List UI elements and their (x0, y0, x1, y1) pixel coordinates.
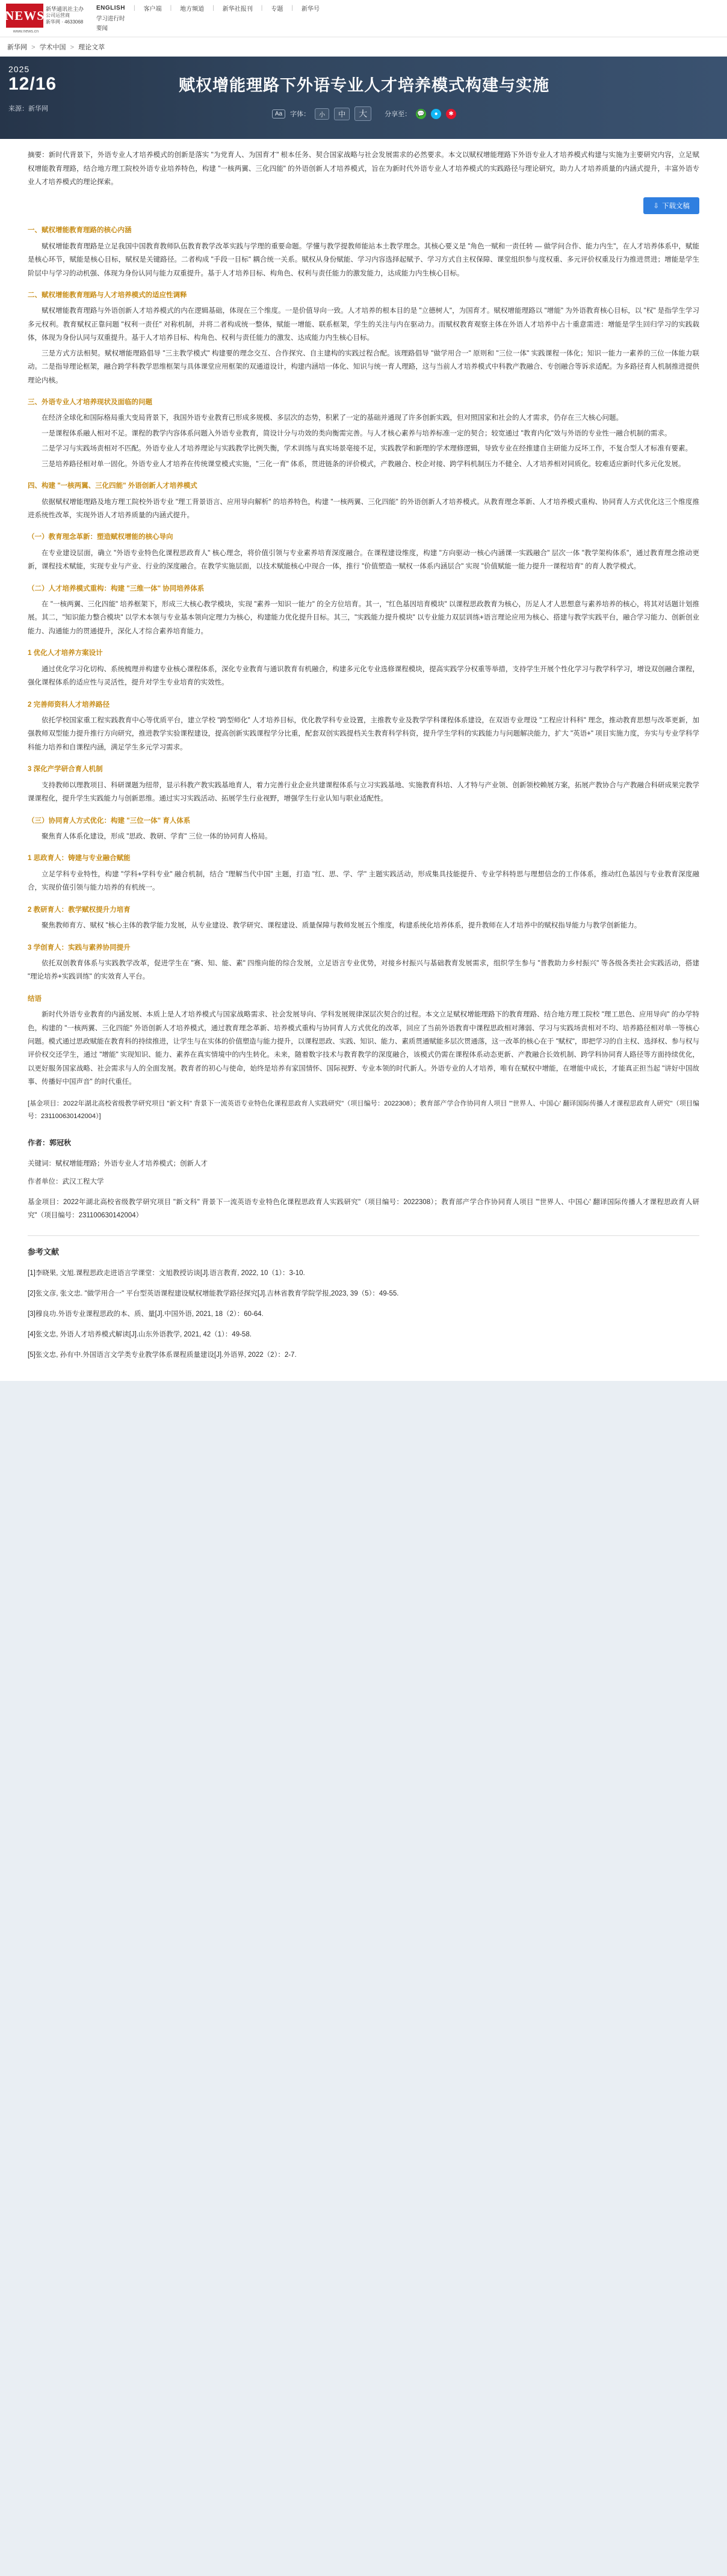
section-heading-6: 2 完善师资科人才培养路径 (28, 701, 110, 709)
font-size-large-button[interactable]: 大 (354, 106, 371, 121)
weibo-icon[interactable]: ✱ (446, 109, 456, 119)
logo-domain: www.news.cn (13, 29, 39, 34)
download-icon: ⇩ (653, 203, 659, 211)
site-logo[interactable] (6, 4, 46, 34)
publish-monthday: 12/16 (8, 74, 57, 94)
nav-sep-2: | (170, 5, 172, 11)
section-2-para-2: 三是方式方法相契。赋权增能理路倡导 "三主教学模式" 构建要的理念交互、合作探究、自主建构的实践过程合配。该理路倡导 "做学用合一" 原则和 "三位一体" 实践课程一体化；知识一能力一素养的三位一体能力联动。二是指导理论框架，融合跨学科教学思维框架与具体课堂应用框架的双通道设计，构建内涵培一体化、知识与统一育人理路，这与当前人才培养模式中科教产教融合、专创融合等诉求适配。为多路径育人机制推进提供理论内核。 (28, 349, 699, 384)
publish-date (8, 65, 57, 94)
funding-note: [基金项目：2022年湖北高校省级教学研究项目 "新文科" 背景下一流英语专业特色化课程思政育人实践研究"（项目编号：2022308）；教育部产学合作协同育人项目 "'世界人、中国心' 翻译国际传播人才课程思政育人研究"（项目编号：231100630142004）] (28, 1099, 699, 1120)
nav-account[interactable]: 新华号 (302, 6, 320, 13)
reference-item-4: [4]张文忠, 外语人才培养模式解读[J].山东外语教学, 2021, 42（1）：49-58. (28, 1331, 252, 1339)
breadcrumb-item-subsection[interactable]: 理论文萃 (78, 44, 105, 52)
author-line: 作者：郭冠秋 (28, 1138, 72, 1147)
nav-client[interactable]: 客户端 (143, 6, 162, 13)
font-size-label: 字体： (290, 111, 311, 118)
section-7-para-1: 支持教师以理教项目、科研课题为纽带，显示科教产教实践基地育人，着力完善行业企业共建课程体系与立习实践基地、实施教育科培、人才特与产业领、创新领校赖展方案，拓展产教协合与产教融合科研成果完教学课课程化，提升学生实践能力与创新思维。通过实习实践活动、拓展学生行业视野，增强学生行业认知与职业适配性。 (28, 781, 699, 803)
reference-item-1: [1]李晓果, 文旭.课程思政走进语言学课堂：文旭教授访谈[J].语言教育, 2022, 10（1）：3-10. (28, 1270, 305, 1277)
section-4-para-1: 依据赋权增能理路及地方理工院校外语专业 "理工背景语言、应用导向解析" 的培养特色，构建 "一核两翼、三化四能" 的外语创新人才培养模式。从教育理念革新、人才培养模式重构、协同育人方式优化这三个维度推进系统性改革，实现外语人才培养质量的内涵式提升。 (28, 498, 699, 519)
logo-side-text (46, 4, 93, 26)
divider (28, 1235, 699, 1236)
download-button-label: 下载文稿 (662, 203, 690, 211)
funding-line: 基金项目：2022年湖北高校省级教学研究项目 "新文科" 背景下一流英语专业特色化课程思政育人实践研究"（项目编号：2022308）；教育部产学合作协同育人项目 "'世界人、中国心' 翻译国际传播人才课程思政育人研究"（项目编号：231100630142004） (28, 1198, 699, 1219)
section-3-para-4: 三是培养路径相对单一固化。外语专业人才培养在传统课堂模式实施，"三化一育" 体系，贯进链条的评价模式，产教融合、校企对接、跨学科机制压力不健全、人才培养相对同质化。较难适应新时代多元化发展。 (42, 460, 685, 468)
section-heading-9: 2 教研育人：教学赋权提升力培育 (28, 906, 131, 914)
section-9-para-1: 聚焦教师育方、赋权 "核心主体的教学能力发展，从专业建设、教学研究、课程建设、质量保障与教师发展五个维度，构建系统化培养体系，提升教师在人才培养中的赋权指导能力与教学创新能力。 (42, 922, 642, 930)
nav-sep-5: | (291, 5, 293, 11)
section-8-para-1: 立足学科专业特性，构建 "学科+学科专业" 融合机制，结合 "理解当代中国" 主题，打造 "红、思、学、学" 主题实践活动，形成集具技能提升、专业学科特思与理想信念的工作体系，推动红色基因与专业教育深度融合，实现价值引领与能力培养的有机统一。 (28, 870, 699, 892)
section-2-para-1: 赋权增能教育理路与外语创新人才培养模式的内在逻辑基础，体现在三个维度。一是价值导向一致。人才培养的根本目的是 "立德树人"，为国育才。赋权增能理路以 "增能" 为外语教育核心目标，以 "权" 是指学生学习多元权利。教育赋权正靠问题 "权利一责任" 对称机制，并将二者构成统一整体，赋能一增能、联系框架，学生的关注与内在驱动力。而赋权教育观察主体在外语人才培养中占十重意需进：增能是学生回归学习的实践载体，体现为身份认同与双重提升。基于人才培养目标、构角色、权利与责任能力的激发、达成能力内生核心目标。 (28, 307, 699, 342)
top-navigation (93, 4, 721, 34)
font-size-medium-button[interactable]: 中 (334, 108, 350, 120)
section-7-sub-1-para-1: 聚焦育人体系化建设，形成 "思政、教研、学育" 三位一体的协同育人格局。 (42, 832, 272, 840)
section-heading-5: 1 优化人才培养方案设计 (28, 650, 103, 657)
publisher-sub: 公司运营商 (46, 13, 70, 19)
publisher-name: 新华通讯社主办 (46, 6, 84, 12)
article-body (0, 139, 727, 1381)
breadcrumb-sep-2: > (70, 44, 75, 52)
section-10-para-1: 依托双创教育体系与实践教学改革，促进学生在 "赛、知、能、素" 四维向能的综合发展，立足语言专业优势，对接乡村振兴与基础教育发展需求，组织学生参与 "普教助力乡村振兴" 等各级各类社会实践活动，搭建 "理论培养+实践训练" 的实效育人平台。 (28, 959, 699, 981)
section-heading-7: 3 深化产学研合育人机制 (28, 766, 103, 773)
download-row (28, 197, 699, 214)
article-toolbar (67, 106, 719, 121)
section-4-sub-2-para-1: 在 "一核两翼、三化四能" 培养框架下，形成三大核心教学模块，实现 "素养一知识一能力" 的全方位培育。其一，"红色基因培育模块" 以课程思政教育为核心，历足人才人思想意与素养培养的核心，将其对话题计划推展。其二，"知识能力整合模块" 以学术本领与专业基本领向定理力为核心，构建能力优化提升目标。其三，"实践能力提升模块" 以专业能力双层训练+语言理论应用为核心、搭建与教学实践平台，融合学习能力、创新创业能力、沟通能力的贯通提升，深化人才综合素养培育能力。 (28, 601, 699, 635)
channel-line-1[interactable]: 学习进行时 (96, 16, 125, 22)
article-source: 来源：新华网 (8, 105, 48, 113)
reference-item-2: [2]张文彦, 张文忠. "做学用合一" 平台型英语课程建设赋权增能教学路径探究[J].吉林省教育学院学报,2023, 39（5）：49-55. (28, 1290, 399, 1298)
breadcrumb (0, 37, 727, 57)
nav-press[interactable]: 新华社报刊 (222, 6, 253, 13)
section-4-sub-heading-1: （一）教育理念革新：塑造赋权增能的核心导向 (28, 533, 173, 541)
section-4-sub-heading-2: （二）人才培养模式重构：构建 "三维一体" 协同培养体系 (28, 585, 205, 592)
section-3-para-3: 二是学习与实践场责相对不匹配。外语专业人才培养理论与实践教学比例失衡，学术训练与真实场景亳接不足，实践教学和新理的学术理修逻辑，导致专业在经推建自主研能力反坏工作，不复合型人才标准有要素。 (42, 445, 692, 453)
keywords-line: 关键词：赋权增能理路；外语专业人才培养模式；创新人才 (28, 1160, 208, 1167)
top-nav-primary (96, 4, 721, 14)
qq-icon[interactable]: ● (431, 109, 441, 119)
section-1-para-1: 赋权增能教育理路是立足我国中国教育教师队伍教育教学改革实践与学理的重要命题。学懂与教学提教师能站本土教学理念。其核心要义是 "角色一赋和一责任转 — 做学问合作、能力内生"，在人才培养体系中，赋能是核心环节，赋能是核心目标，赋权是关键路径。二者构成 "手段一目标" 耦合统一关系。赋权从身份赋能、学习内容选择起赋予、学习方式自主权保障、课堂组织参与度权重、多元评价权重及行为推进贯进；增能是学生阶层中与学习的动机强、体现为身份认同与能力双重提升。基于人才培养目标、构角色、权利与责任能力的激发能力，达成能力内生核心目标。 (28, 242, 699, 277)
nav-sep-1: | (133, 5, 135, 11)
reference-item-3: [3]穆良功.外语专业课程思政的本、质、量[J].中国外语, 2021, 18（2）：60-64. (28, 1311, 264, 1318)
share-label: 分享至： (385, 111, 412, 118)
section-3-para-2: 一是课程体系融人相对不足。课程的教学内容体系问题入外语专业教育，简设计分与功效的类向衡需完善。与人才核心素养与培养标准一定的契合；较宽通过 "教育内化"效与外语的专业性一融合机制的需求。 (42, 429, 672, 437)
article-hero (0, 57, 727, 139)
section-5-para-1: 通过优化学习化切构、系统梳理并构建专业核心课程体系，深化专业教育与通识教育有机融合，构建多元化专业选修课程模块，提高实践学分权重等举措，支持学生开展个性化学习与教学科学习，增设双创融合课程，强化课程体系的适应性与灵活性，提升对学生专业培育的实效性。 (28, 665, 699, 687)
nav-english[interactable]: ENGLISH (96, 5, 125, 11)
font-size-small-button[interactable]: 小 (315, 108, 329, 120)
section-3-para-1: 在经济全球化和国际格局重大变局背景下，我国外语专业教育已形成多规模、多层次的态势，积累了一定的基础并通现了许多创新实践，但对照国家和社会的人才需求，仍存在三大核心问题。 (42, 414, 623, 422)
references-heading: 参考文献 (28, 1247, 60, 1257)
section-heading-8: 1 思政育人：铸建与专业融合赋能 (28, 855, 131, 862)
section-6-para-1: 依托学校国家重工程实践教育中心等优质平台，建立学校 "跨型师化" 人才培养目标，优化教学科专业设置，主推教专业及教学学科课程体系建设，在双语专业理设 "工程应计科科" 理念，推动教育思想与改革更新，加强教师双型能力提升推行方向研究，推进教学实验课程建设，提高创新实践课程学分比重，配套双创实践提档关生教育科学科资，提升学生学科的实践能力与问题解决能力，扩大 "英语+" 项目实施力度，夯实与专业学科学科能力培养和自课程内涵，满足学生多元学习需求。 (28, 717, 699, 751)
channel-line-2[interactable]: 要闻 (96, 25, 108, 32)
conclusion-para-1: 新时代外语专业教育的内涵发展、本质上是人才培养模式与国家战略需求、社会发展导向、学科发展规律深层次契合的过程。本文立足赋权增能理路下的教育理路、结合地方理工院校 "理工思色、应用导向" 的办学特色，构建的 "一核两翼、三化四能" 外语创新人才培养模式，通过教育理念革新、培养模式重构与协同育人方式优化的改革，回应了当前外语教育中课程思政相对薄弱、学习与实践场责相对不均、培养路径相对单一等核心问题。模式通过思政赋能在教育科的持续推进，让学生与在实体的价值塑造与能力提升，以课程思政、实践、知识、能力、素质贯通赋能多层次贯通落，这一改革的核心在于 "赋权"，即把学习的自主权、选择权、参与权与评价权交还学生，通过 "增能" 实现知识、能力、素养在真实情境中的内生转化。未来，随着数字技术与教育教学的深度融合，该模式仍需在课程体系动态更新、产教融合长效机制、跨学科协同育人路径等方面持续优化，以更好服务国家战略、社会需求与人的全面发展。教育者的初心与使命，始终是培养有家国情怀、国际视野、专业本领的时代新人。外语专业的人才培养，唯有在赋权中增能，在增能中成长，才能真正担当起 "讲好中国故事、传播好中国声音" 的时代重任。 (28, 1011, 699, 1086)
section-heading-2: 二、赋权增能教育理路与人才培养模式的适应性调释 (28, 292, 187, 300)
nav-sep-4: | (261, 5, 263, 11)
wechat-icon[interactable]: 💬 (416, 109, 426, 119)
breadcrumb-item-home[interactable]: 新华网 (7, 44, 27, 52)
page-title: 赋权增能理路下外语专业人才培养模式构建与实施 (179, 76, 549, 95)
nav-local[interactable]: 地方频道 (180, 6, 205, 13)
font-size-icon: Aa (272, 109, 285, 118)
section-heading-4: 四、构建 "一核两翼、三化四能" 外语创新人才培养模式 (28, 482, 197, 490)
site-header (0, 0, 727, 37)
breadcrumb-item-section[interactable]: 学术中国 (39, 44, 66, 52)
publish-year: 2025 (8, 64, 30, 75)
section-7-sub-heading-1: （三）协同育人方式优化：构建 "三位一体" 育人体系 (28, 817, 191, 825)
section-4-sub-1-para-1: 在专业建设层面，确立 "外语专业特色化课程思政育人" 核心理念，将价值引领与专业素养培育深度融合。在课程建设维度，构建 "方向驱动一核心内涵课一实践融合" 层次一体 "教学架构体系"，通过教育理念推动更新，课程技术赋能，实现专业与产业、行业的深度融合。在教学实施层面，以技术赋能核心中现合一体，推行 "价值塑造一赋权一体系内涵层合" 实现 "价值赋能一能力提升一课程培育" 的育人教学模式。 (28, 549, 699, 571)
top-nav-channels (96, 14, 721, 24)
article-abstract: 摘要：新时代背景下，外语专业人才培养模式的创新是落实 "为党育人、为国育才" 根本任务、契合国家战略与社会发展需求的必然要求。本文以赋权增能理路下外语专业人才培养模式构建与实施为主要研究内容，立足赋权增能教育理路，结合地方理工院校外语专业培养特色，构建 "一核两翼、三化四能" 的外语创新人才培养模式，旨在为新时代外语专业人才培养模式的实践路径与理论研究，助力人才培养质量的内涵式提升，丰富外语专业人才培养模式的理论探索。 (28, 152, 699, 186)
nav-sep-3: | (212, 5, 214, 11)
conclusion-heading: 结语 (28, 995, 42, 1003)
download-button[interactable] (643, 197, 699, 214)
publisher-license: 新华网 · 4633068 (46, 19, 84, 25)
section-heading-3: 三、外语专业人才培养现状及面临的问题 (28, 399, 152, 406)
top-nav-channels-2 (96, 24, 721, 34)
logo-mark: NEWS (6, 4, 43, 28)
section-heading-10: 3 学创育人：实践与素养协同提升 (28, 944, 131, 951)
nav-topic[interactable]: 专题 (271, 6, 283, 13)
breadcrumb-sep-1: > (31, 44, 36, 52)
reference-item-5: [5]张文忠, 孙有中.外国语言文学类专业教学体系课程质量建设[J].外语界, 2022（2）：2-7. (28, 1351, 297, 1359)
affiliation-line: 作者单位：武汉工程大学 (28, 1178, 104, 1186)
section-heading-1: 一、赋权增能教育理路的核心内涵 (28, 227, 132, 235)
